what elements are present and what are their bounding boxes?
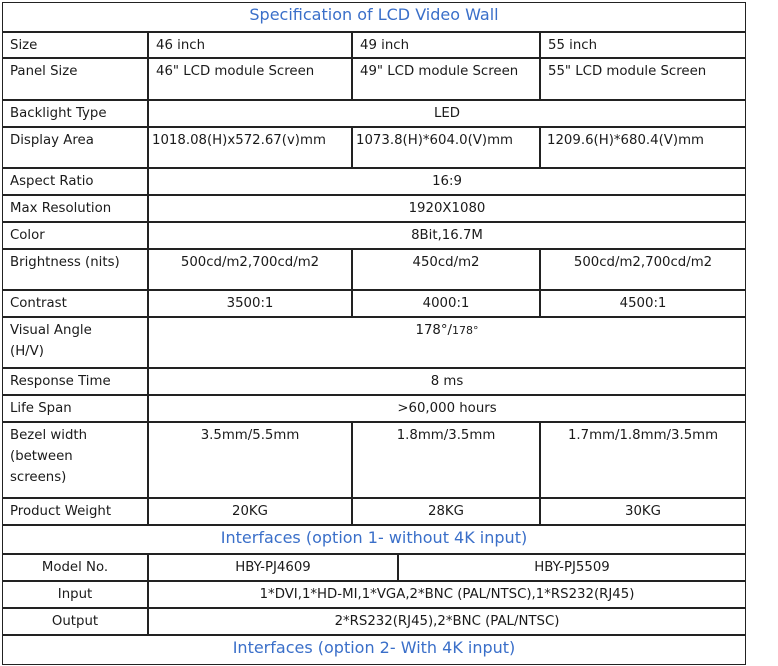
weight-46: 20KG [148,498,352,525]
input-label: Input [2,581,148,608]
visual-angle-label-line1: Visual Angle [10,323,92,338]
weight-label: Product Weight [2,498,148,525]
visual-angle-label-line2: (H/V) [10,344,44,359]
contrast-46: 3500:1 [148,290,352,317]
response-label: Response Time [2,368,148,395]
bezel-label-line2: (between [10,449,73,464]
life-label: Life Span [2,395,148,422]
weight-55: 30KG [540,498,746,525]
display-area-49: 1073.8(H)*604.0(V)mm [352,127,540,168]
brightness-46: 500cd/m2,700cd/m2 [148,249,352,290]
response-value: 8 ms [148,368,746,395]
contrast-55: 4500:1 [540,290,746,317]
table-title: Specification of LCD Video Wall [2,2,746,32]
display-area-46: 1018.08(H)x572.67(v)mm [148,127,352,168]
max-res-value: 1920X1080 [148,195,746,222]
visual-angle-label [2,317,148,368]
color-value: 8Bit,16.7M [148,222,746,249]
bezel-label [2,422,148,498]
panel-55: 55" LCD module Screen [540,58,746,100]
bezel-46: 3.5mm/5.5mm [148,422,352,498]
brightness-49: 450cd/m2 [352,249,540,290]
model-pj4609: HBY-PJ4609 [148,554,398,581]
size-49: 49 inch [352,32,540,58]
size-46: 46 inch [148,32,352,58]
bezel-label-line1: Bezel width [10,428,88,443]
bezel-55: 1.7mm/1.8mm/3.5mm [540,422,746,498]
backlight-label: Backlight Type [2,100,148,127]
color-label: Color [2,222,148,249]
panel-label: Panel Size [2,58,148,100]
contrast-label: Contrast [2,290,148,317]
contrast-49: 4000:1 [352,290,540,317]
bezel-label-line3: screens) [10,470,67,485]
interfaces-option1-title: Interfaces (option 1- without 4K input) [2,525,746,554]
brightness-label: Brightness (nits) [2,249,148,290]
panel-49: 49" LCD module Screen [352,58,540,100]
panel-46: 46" LCD module Screen [148,58,352,100]
interfaces-option2-title: Interfaces (option 2- With 4K input) [2,635,746,665]
display-area-55: 1209.6(H)*680.4(V)mm [540,127,746,168]
input-value: 1*DVI,1*HD-MI,1*VGA,2*BNC (PAL/NTSC),1*RS232(RJ45) [148,581,746,608]
weight-49: 28KG [352,498,540,525]
visual-angle-h: 178°/ [415,323,452,338]
visual-angle-value [148,317,746,368]
model-pj5509: HBY-PJ5509 [398,554,746,581]
model-label: Model No. [2,554,148,581]
output-label: Output [2,608,148,635]
visual-angle-v: 178° [452,324,479,337]
bezel-49: 1.8mm/3.5mm [352,422,540,498]
aspect-value: 16:9 [148,168,746,195]
size-55: 55 inch [540,32,746,58]
output-value: 2*RS232(RJ45),2*BNC (PAL/NTSC) [148,608,746,635]
max-res-label: Max Resolution [2,195,148,222]
brightness-55: 500cd/m2,700cd/m2 [540,249,746,290]
life-value: >60,000 hours [148,395,746,422]
size-label: Size [2,32,148,58]
backlight-value: LED [148,100,746,127]
spec-table [2,2,746,665]
display-area-label: Display Area [2,127,148,168]
aspect-label: Aspect Ratio [2,168,148,195]
